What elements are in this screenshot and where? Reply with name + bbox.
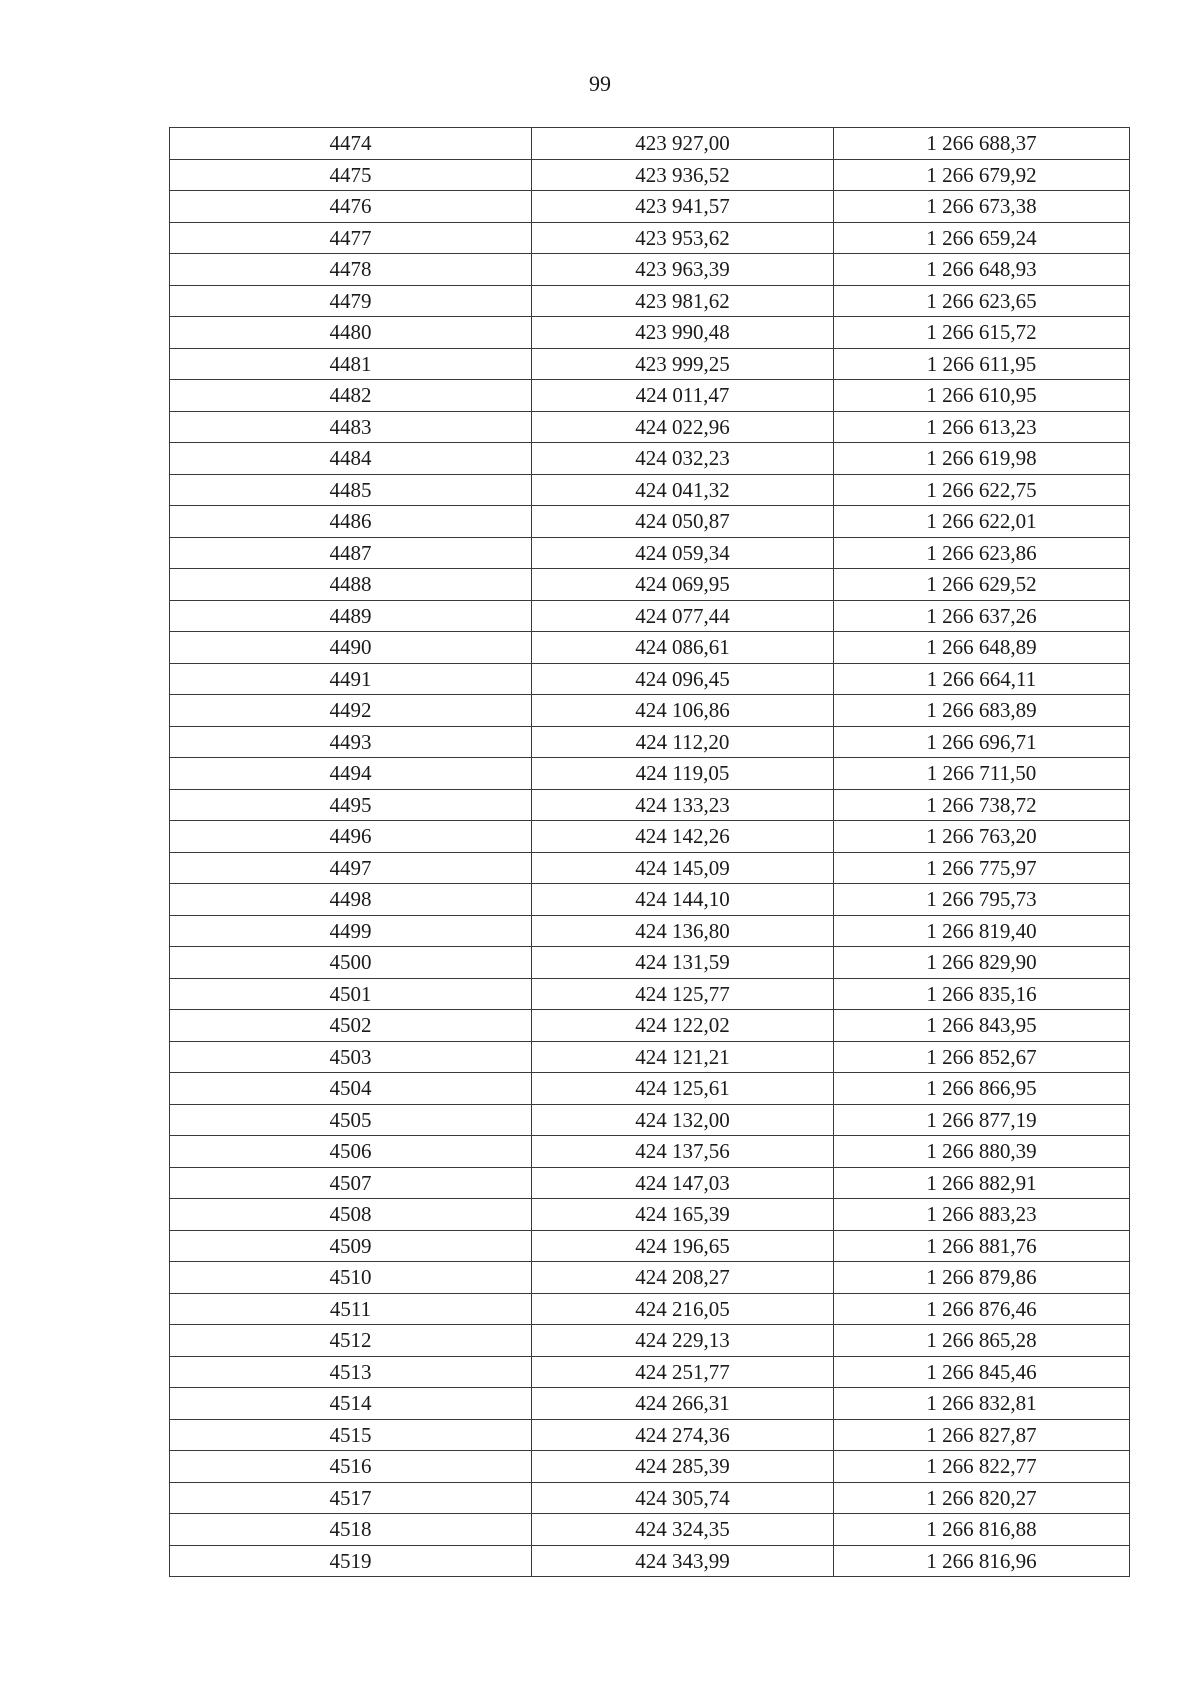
table-row (170, 1293, 1130, 1325)
y-coordinate-cell: 1 266 880,39 (834, 1136, 1130, 1168)
table-row (170, 1010, 1130, 1042)
y-coordinate-cell: 1 266 622,75 (834, 474, 1130, 506)
table-row (170, 1230, 1130, 1262)
y-coordinate-cell: 1 266 882,91 (834, 1167, 1130, 1199)
x-coordinate-cell: 424 216,05 (532, 1293, 834, 1325)
table-row (170, 852, 1130, 884)
y-coordinate-cell: 1 266 827,87 (834, 1419, 1130, 1451)
point-number-cell: 4490 (170, 632, 532, 664)
y-coordinate-cell: 1 266 619,98 (834, 443, 1130, 475)
x-coordinate-cell: 423 981,62 (532, 285, 834, 317)
x-coordinate-cell: 424 144,10 (532, 884, 834, 916)
table-row (170, 159, 1130, 191)
y-coordinate-cell: 1 266 610,95 (834, 380, 1130, 412)
x-coordinate-cell: 424 077,44 (532, 600, 834, 632)
point-number-cell: 4513 (170, 1356, 532, 1388)
point-number-cell: 4508 (170, 1199, 532, 1231)
x-coordinate-cell: 424 136,80 (532, 915, 834, 947)
table-row (170, 884, 1130, 916)
point-number-cell: 4504 (170, 1073, 532, 1105)
table-row (170, 191, 1130, 223)
point-number-cell: 4519 (170, 1545, 532, 1577)
y-coordinate-cell: 1 266 673,38 (834, 191, 1130, 223)
y-coordinate-cell: 1 266 865,28 (834, 1325, 1130, 1357)
point-number-cell: 4506 (170, 1136, 532, 1168)
x-coordinate-cell: 424 266,31 (532, 1388, 834, 1420)
x-coordinate-cell: 424 050,87 (532, 506, 834, 538)
y-coordinate-cell: 1 266 852,67 (834, 1041, 1130, 1073)
table-row (170, 1041, 1130, 1073)
x-coordinate-cell: 423 941,57 (532, 191, 834, 223)
x-coordinate-cell: 424 274,36 (532, 1419, 834, 1451)
y-coordinate-cell: 1 266 876,46 (834, 1293, 1130, 1325)
x-coordinate-cell: 424 041,32 (532, 474, 834, 506)
table-row (170, 537, 1130, 569)
y-coordinate-cell: 1 266 816,96 (834, 1545, 1130, 1577)
x-coordinate-cell: 423 999,25 (532, 348, 834, 380)
point-number-cell: 4509 (170, 1230, 532, 1262)
y-coordinate-cell: 1 266 664,11 (834, 663, 1130, 695)
x-coordinate-cell: 424 011,47 (532, 380, 834, 412)
x-coordinate-cell: 424 131,59 (532, 947, 834, 979)
table-row (170, 506, 1130, 538)
y-coordinate-cell: 1 266 795,73 (834, 884, 1130, 916)
point-number-cell: 4518 (170, 1514, 532, 1546)
point-number-cell: 4497 (170, 852, 532, 884)
x-coordinate-cell: 424 069,95 (532, 569, 834, 601)
x-coordinate-cell: 424 208,27 (532, 1262, 834, 1294)
table-row (170, 663, 1130, 695)
y-coordinate-cell: 1 266 615,72 (834, 317, 1130, 349)
table-row (170, 1262, 1130, 1294)
point-number-cell: 4516 (170, 1451, 532, 1483)
x-coordinate-cell: 424 343,99 (532, 1545, 834, 1577)
table-row (170, 443, 1130, 475)
y-coordinate-cell: 1 266 623,86 (834, 537, 1130, 569)
coordinates-table (169, 127, 1130, 1577)
point-number-cell: 4475 (170, 159, 532, 191)
table-row (170, 569, 1130, 601)
y-coordinate-cell: 1 266 835,16 (834, 978, 1130, 1010)
point-number-cell: 4501 (170, 978, 532, 1010)
table-row (170, 1199, 1130, 1231)
table-row (170, 1136, 1130, 1168)
point-number-cell: 4485 (170, 474, 532, 506)
point-number-cell: 4483 (170, 411, 532, 443)
table-row (170, 474, 1130, 506)
table-row (170, 1514, 1130, 1546)
x-coordinate-cell: 424 096,45 (532, 663, 834, 695)
table-row (170, 254, 1130, 286)
table-row (170, 222, 1130, 254)
point-number-cell: 4478 (170, 254, 532, 286)
point-number-cell: 4488 (170, 569, 532, 601)
point-number-cell: 4479 (170, 285, 532, 317)
y-coordinate-cell: 1 266 659,24 (834, 222, 1130, 254)
y-coordinate-cell: 1 266 637,26 (834, 600, 1130, 632)
y-coordinate-cell: 1 266 866,95 (834, 1073, 1130, 1105)
y-coordinate-cell: 1 266 711,50 (834, 758, 1130, 790)
table-row (170, 348, 1130, 380)
x-coordinate-cell: 423 963,39 (532, 254, 834, 286)
x-coordinate-cell: 424 125,61 (532, 1073, 834, 1105)
table-row (170, 128, 1130, 160)
table-row (170, 1073, 1130, 1105)
table-row (170, 821, 1130, 853)
table-row (170, 1545, 1130, 1577)
x-coordinate-cell: 424 119,05 (532, 758, 834, 790)
point-number-cell: 4480 (170, 317, 532, 349)
y-coordinate-cell: 1 266 881,76 (834, 1230, 1130, 1262)
x-coordinate-cell: 423 990,48 (532, 317, 834, 349)
table-row (170, 1356, 1130, 1388)
point-number-cell: 4487 (170, 537, 532, 569)
point-number-cell: 4515 (170, 1419, 532, 1451)
x-coordinate-cell: 424 106,86 (532, 695, 834, 727)
x-coordinate-cell: 424 145,09 (532, 852, 834, 884)
x-coordinate-cell: 424 059,34 (532, 537, 834, 569)
table-row (170, 1482, 1130, 1514)
y-coordinate-cell: 1 266 879,86 (834, 1262, 1130, 1294)
x-coordinate-cell: 424 022,96 (532, 411, 834, 443)
table-row (170, 1419, 1130, 1451)
point-number-cell: 4494 (170, 758, 532, 790)
point-number-cell: 4486 (170, 506, 532, 538)
table-row (170, 695, 1130, 727)
y-coordinate-cell: 1 266 816,88 (834, 1514, 1130, 1546)
x-coordinate-cell: 424 142,26 (532, 821, 834, 853)
table-row (170, 285, 1130, 317)
table-row (170, 411, 1130, 443)
x-coordinate-cell: 423 953,62 (532, 222, 834, 254)
point-number-cell: 4491 (170, 663, 532, 695)
x-coordinate-cell: 424 032,23 (532, 443, 834, 475)
point-number-cell: 4481 (170, 348, 532, 380)
table-row (170, 1451, 1130, 1483)
y-coordinate-cell: 1 266 829,90 (834, 947, 1130, 979)
x-coordinate-cell: 424 196,65 (532, 1230, 834, 1262)
point-number-cell: 4498 (170, 884, 532, 916)
y-coordinate-cell: 1 266 763,20 (834, 821, 1130, 853)
table-row (170, 1388, 1130, 1420)
point-number-cell: 4489 (170, 600, 532, 632)
y-coordinate-cell: 1 266 877,19 (834, 1104, 1130, 1136)
point-number-cell: 4477 (170, 222, 532, 254)
table-row (170, 915, 1130, 947)
coordinates-table-body (170, 128, 1130, 1577)
x-coordinate-cell: 424 285,39 (532, 1451, 834, 1483)
point-number-cell: 4476 (170, 191, 532, 223)
y-coordinate-cell: 1 266 832,81 (834, 1388, 1130, 1420)
y-coordinate-cell: 1 266 775,97 (834, 852, 1130, 884)
point-number-cell: 4482 (170, 380, 532, 412)
point-number-cell: 4505 (170, 1104, 532, 1136)
y-coordinate-cell: 1 266 622,01 (834, 506, 1130, 538)
point-number-cell: 4484 (170, 443, 532, 475)
y-coordinate-cell: 1 266 623,65 (834, 285, 1130, 317)
table-row (170, 600, 1130, 632)
x-coordinate-cell: 424 112,20 (532, 726, 834, 758)
x-coordinate-cell: 424 121,21 (532, 1041, 834, 1073)
table-row (170, 317, 1130, 349)
y-coordinate-cell: 1 266 696,71 (834, 726, 1130, 758)
table-row (170, 789, 1130, 821)
y-coordinate-cell: 1 266 679,92 (834, 159, 1130, 191)
table-row (170, 978, 1130, 1010)
point-number-cell: 4499 (170, 915, 532, 947)
x-coordinate-cell: 423 927,00 (532, 128, 834, 160)
y-coordinate-cell: 1 266 611,95 (834, 348, 1130, 380)
x-coordinate-cell: 424 125,77 (532, 978, 834, 1010)
page-number: 99 (589, 71, 611, 96)
y-coordinate-cell: 1 266 648,93 (834, 254, 1130, 286)
x-coordinate-cell: 424 305,74 (532, 1482, 834, 1514)
table-row (170, 758, 1130, 790)
x-coordinate-cell: 424 251,77 (532, 1356, 834, 1388)
x-coordinate-cell: 423 936,52 (532, 159, 834, 191)
y-coordinate-cell: 1 266 822,77 (834, 1451, 1130, 1483)
table-row (170, 726, 1130, 758)
point-number-cell: 4517 (170, 1482, 532, 1514)
y-coordinate-cell: 1 266 648,89 (834, 632, 1130, 664)
y-coordinate-cell: 1 266 883,23 (834, 1199, 1130, 1231)
y-coordinate-cell: 1 266 738,72 (834, 789, 1130, 821)
x-coordinate-cell: 424 132,00 (532, 1104, 834, 1136)
x-coordinate-cell: 424 086,61 (532, 632, 834, 664)
point-number-cell: 4474 (170, 128, 532, 160)
point-number-cell: 4514 (170, 1388, 532, 1420)
point-number-cell: 4511 (170, 1293, 532, 1325)
x-coordinate-cell: 424 324,35 (532, 1514, 834, 1546)
point-number-cell: 4503 (170, 1041, 532, 1073)
point-number-cell: 4512 (170, 1325, 532, 1357)
point-number-cell: 4496 (170, 821, 532, 853)
point-number-cell: 4502 (170, 1010, 532, 1042)
y-coordinate-cell: 1 266 843,95 (834, 1010, 1130, 1042)
x-coordinate-cell: 424 137,56 (532, 1136, 834, 1168)
x-coordinate-cell: 424 165,39 (532, 1199, 834, 1231)
y-coordinate-cell: 1 266 845,46 (834, 1356, 1130, 1388)
table-row (170, 1167, 1130, 1199)
table-row (170, 1104, 1130, 1136)
point-number-cell: 4500 (170, 947, 532, 979)
table-row (170, 1325, 1130, 1357)
point-number-cell: 4492 (170, 695, 532, 727)
point-number-cell: 4510 (170, 1262, 532, 1294)
y-coordinate-cell: 1 266 819,40 (834, 915, 1130, 947)
table-row (170, 632, 1130, 664)
y-coordinate-cell: 1 266 629,52 (834, 569, 1130, 601)
x-coordinate-cell: 424 229,13 (532, 1325, 834, 1357)
x-coordinate-cell: 424 122,02 (532, 1010, 834, 1042)
point-number-cell: 4495 (170, 789, 532, 821)
table-row (170, 947, 1130, 979)
y-coordinate-cell: 1 266 613,23 (834, 411, 1130, 443)
point-number-cell: 4493 (170, 726, 532, 758)
x-coordinate-cell: 424 147,03 (532, 1167, 834, 1199)
table-row (170, 380, 1130, 412)
point-number-cell: 4507 (170, 1167, 532, 1199)
y-coordinate-cell: 1 266 820,27 (834, 1482, 1130, 1514)
x-coordinate-cell: 424 133,23 (532, 789, 834, 821)
y-coordinate-cell: 1 266 688,37 (834, 128, 1130, 160)
y-coordinate-cell: 1 266 683,89 (834, 695, 1130, 727)
